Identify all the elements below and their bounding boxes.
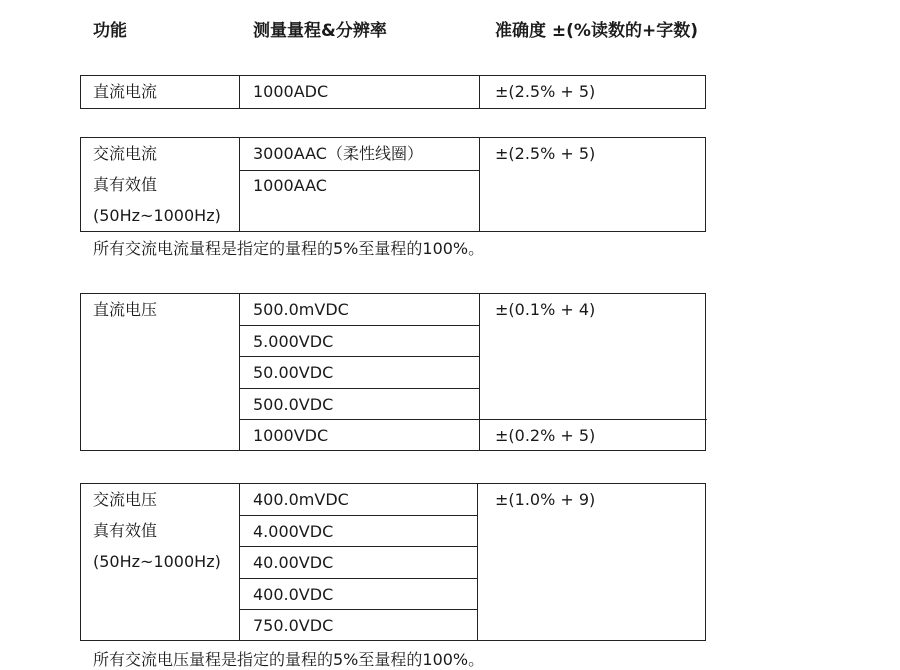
ac-current-range: 3000AAC（柔性线圈） [253, 144, 423, 163]
dc-voltage-range: 1000VDC [253, 426, 329, 445]
col-divider [239, 76, 240, 108]
col-divider [477, 484, 478, 640]
header-accuracy: 准确度 ±(%读数的+字数) [495, 21, 698, 41]
dc-voltage-range: 50.00VDC [253, 363, 334, 382]
dc-voltage-table [80, 293, 706, 451]
dc-current-table [80, 75, 706, 109]
ac-voltage-range: 400.0VDC [253, 585, 334, 604]
dc-voltage-range: 500.0mVDC [253, 300, 349, 319]
col-divider [239, 484, 240, 640]
dc-voltage-function: 直流电压 [93, 300, 158, 319]
ac-voltage-range: 4.000VDC [253, 522, 334, 541]
col-divider [239, 138, 240, 231]
ac-current-accuracy: ±(2.5% + 5) [495, 144, 596, 163]
col-divider [479, 138, 480, 231]
ac-voltage-function-line: 真有效值 [93, 521, 158, 540]
ac-voltage-function-line: 交流电压 [93, 490, 158, 509]
ac-voltage-function-line: (50Hz~1000Hz) [93, 552, 221, 571]
dc-voltage-range: 5.000VDC [253, 332, 334, 351]
dc-voltage-accuracy: ±(0.2% + 5) [495, 426, 596, 445]
dc-current-accuracy: ±(2.5% + 5) [495, 82, 596, 101]
ac-current-table [80, 137, 706, 232]
ac-voltage-accuracy: ±(1.0% + 9) [495, 490, 596, 509]
col-divider [479, 76, 480, 108]
dc-current-range: 1000ADC [253, 82, 329, 101]
ac-current-function-line: 交流电流 [93, 144, 158, 163]
ac-voltage-note: 所有交流电压量程是指定的量程的5%至量程的100%。 [93, 650, 485, 669]
ac-current-note: 所有交流电流量程是指定的量程的5%至量程的100%。 [93, 239, 485, 258]
ac-current-range: 1000AAC [253, 176, 327, 195]
col-divider [479, 294, 480, 450]
header-function: 功能 [93, 21, 127, 41]
dc-voltage-range: 500.0VDC [253, 395, 334, 414]
ac-voltage-range: 400.0mVDC [253, 490, 349, 509]
col-divider [239, 294, 240, 450]
ac-current-function-line: 真有效值 [93, 175, 158, 194]
dc-current-function: 直流电流 [93, 82, 158, 101]
ac-voltage-range: 750.0VDC [253, 616, 334, 635]
ac-voltage-table [80, 483, 706, 641]
ac-voltage-range: 40.00VDC [253, 553, 334, 572]
dc-voltage-accuracy: ±(0.1% + 4) [495, 300, 596, 319]
header-range: 测量量程&分辨率 [253, 21, 387, 41]
ac-current-function-line: (50Hz~1000Hz) [93, 206, 221, 225]
